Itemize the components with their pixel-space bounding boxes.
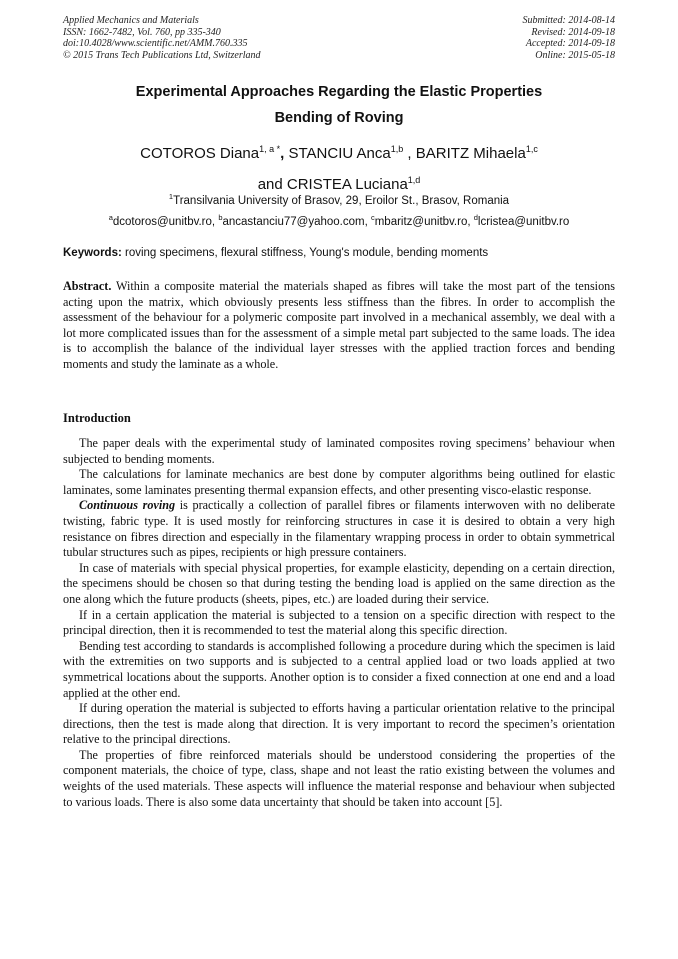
author-emails: $^a$dcotoros@unitbv.ro, $^b$ancastanciu77@yahoo.com, $^c$mbaritz@unitbv.ro, $^d$lcristea@unitbv.ro xyxy=(108,213,570,228)
keywords xyxy=(63,247,488,259)
author-sup: 1, a * xyxy=(259,144,281,154)
author-name: STANCIU Anca xyxy=(288,145,391,162)
title-line-2: Bending of Roving xyxy=(274,110,404,126)
affiliation-sup: 1 xyxy=(168,192,174,201)
author-list: COTOROS Diana$^{1, a *}$, STANCIU Anca$^{1,b}$ , BARITZ Mihaela$^{1,c}$ and CRISTEA Luciana$^{1,d}$ xyxy=(140,144,538,193)
journal-copyright: © 2015 Trans Tech Publications Ltd, Switzerland xyxy=(63,49,261,61)
author-connector: and xyxy=(257,176,283,193)
author-name: COTOROS Diana xyxy=(140,145,260,162)
email-link[interactable]: ancastanciu77@yahoo.com xyxy=(222,215,365,228)
email-link[interactable]: dcotoros@unitbv.ro xyxy=(112,215,212,228)
date-revised: Revised: 2014-09-18 xyxy=(531,26,615,38)
paragraph: If during operation the material is subjected to efforts having a particular orientation relative to the principal directions, then the test is made along that direction. It is very important to record the specimen’s orientation relative to the principal directions. xyxy=(63,701,615,747)
paragraph: The properties of fibre reinforced materials should be understood considering the properties of the component materials, the choice of type, class, shape and not least the ratio existing between the volumes and weights of the used materials. These aspects will influence the material response and behaviour when subjected to various loads. There is also some data uncertainty that should be taken into account [5]. xyxy=(63,747,615,809)
author-sup: 1,c xyxy=(525,144,538,154)
paragraph xyxy=(63,498,615,560)
email-sup: d xyxy=(473,213,478,222)
date-online: Online: 2015-05-18 xyxy=(535,49,615,61)
abstract xyxy=(63,279,615,373)
journal-name: Applied Mechanics and Materials xyxy=(63,15,199,26)
submission-dates xyxy=(523,15,616,61)
paragraph: In case of materials with special physical properties, for example elasticity, depending on a certain direction, the specimens should be chosen so that during testing the bending load is applied on the same direction as the one along which the future products (sheets, pipes, etc.) are loaded during their service. xyxy=(63,560,615,606)
paragraph: Bending test according to standards is accomplished following a procedure during which the specimen is laid with the extremities on two supports and is subjected to a central applied load or two loads applied at two symmetrical locations about the supports. Another option is to consider a fixed connection at one end and a load applied at the other end. xyxy=(63,638,615,700)
introduction-body xyxy=(63,436,615,810)
paragraph-text: is practically a collection of parallel fibres or filaments interwoven with no deliberate twisting, fabric type. It is used mostly for reinforcing structures in case it is desired to obtain a very high resistance on fibres direction and especially in the filamentary wrapping process in order to obtain symmetrical tubular structures such as pipes, recipients or high pressure containers. xyxy=(63,498,616,560)
abstract-text: Within a composite material the materials shaped as fibres will take the most part of the tensions acting upon the matrix, which obviously presents less stiffness than the fibres. In order to accomplish the assessment of the behaviour for a polymeric composite part involved in a mechanical assembly, we deal with a lot more complicated issues than for the assessment of a simple metal part subjected to the same loads. The idea is to accomplish the balance of the individual layer stresses with the applied traction forces and bending moments and study the laminate as a whole. xyxy=(63,279,615,371)
paragraph: If in a certain application the material is subjected to a tension on a specific direction with respect to the principal direction, then it is recommended to test the material along this specific direction. xyxy=(63,607,615,638)
keywords-text: roving specimens, flexural stiffness, Young's module, bending moments xyxy=(125,247,489,259)
email-sup: a xyxy=(108,213,113,222)
author-sup: 1,b xyxy=(390,144,404,154)
date-accepted: Accepted: 2014-09-18 xyxy=(525,38,615,49)
email-link[interactable]: mbaritz@unitbv.ro xyxy=(374,215,468,228)
journal-issn: ISSN: 1662-7482, Vol. 760, pp 335-340 xyxy=(63,26,221,38)
journal-doi: doi:10.4028/www.scientific.net/AMM.760.335 xyxy=(63,38,248,49)
paragraph: The calculations for laminate mechanics are best done by computer algorithms being outlined for elastic laminates, some laminates presenting thermal expansion effects, and other presenting visco-elastic response. xyxy=(63,467,615,497)
abstract-label: Abstract. xyxy=(63,279,112,293)
affiliation-text: Transilvania University of Brasov, 29, Eroilor St., Brasov, Romania xyxy=(173,194,510,207)
term-continuous-roving: Continuous roving xyxy=(79,498,176,513)
author-sup: 1,d xyxy=(407,175,421,185)
email-link[interactable]: lcristea@unitbv.ro xyxy=(477,215,570,228)
journal-info xyxy=(63,15,261,61)
author-name: CRISTEA Luciana xyxy=(286,176,408,193)
affiliation xyxy=(40,189,638,209)
email-sup: c xyxy=(370,213,375,222)
title-line-1: Experimental Approaches Regarding the Elastic Properties xyxy=(135,84,543,100)
paper-title xyxy=(40,79,638,131)
author-name: BARITZ Mihaela xyxy=(415,145,526,162)
paragraph: The paper deals with the experimental study of laminated composites roving specimens’ behaviour when subjected to bending moments. xyxy=(63,436,615,466)
email-sup: b xyxy=(218,213,223,222)
section-heading-introduction: Introduction xyxy=(63,411,131,425)
keywords-label: Keywords: xyxy=(63,247,122,259)
date-submitted: Submitted: 2014-08-14 xyxy=(522,15,615,26)
